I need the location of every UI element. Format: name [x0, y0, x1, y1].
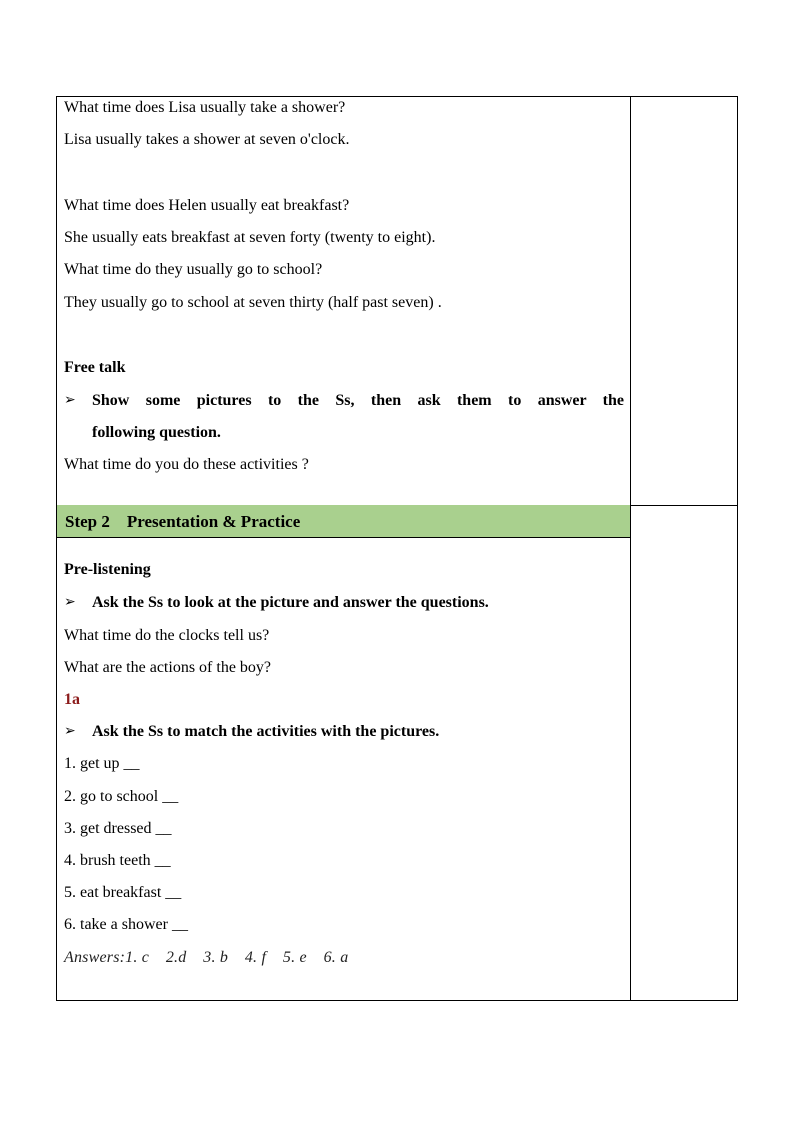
list-item: 1. get up __ — [64, 755, 140, 772]
step-header-title: Step 2 Presentation & Practice — [65, 512, 301, 531]
answers-line: Answers:1. c 2.d 3. b 4. f 5. e 6. a — [64, 949, 349, 966]
list-item: 6. take a shower __ — [64, 916, 188, 933]
free-talk-question: What time do you do these activities ? — [64, 456, 309, 473]
arrow-bullet-icon: ➢ — [64, 595, 76, 610]
dialogue-line: What time does Helen usually eat breakfast? — [64, 197, 350, 214]
dialogue-line: What time do they usually go to school? — [64, 261, 323, 278]
task-instruction: Ask the Ss to match the activities with the pictures. — [92, 723, 440, 740]
table-cell-notes-2 — [630, 505, 738, 1001]
free-talk-instruction: Show some pictures to the Ss, then ask them to answer the — [92, 392, 624, 409]
free-talk-heading: Free talk — [64, 359, 126, 376]
step-header — [57, 505, 630, 538]
dialogue-line: She usually eats breakfast at seven forty (twenty to eight). — [64, 229, 436, 246]
dialogue-line: What time does Lisa usually take a shower? — [64, 99, 346, 116]
pre-listening-instruction: Ask the Ss to look at the picture and answer the questions. — [92, 594, 489, 611]
pre-listening-heading: Pre-listening — [64, 561, 151, 578]
list-item: 2. go to school __ — [64, 788, 179, 805]
list-item: 5. eat breakfast __ — [64, 884, 182, 901]
arrow-bullet-icon: ➢ — [64, 724, 76, 739]
task-label: 1a — [64, 691, 80, 708]
list-item: 4. brush teeth __ — [64, 852, 171, 869]
arrow-bullet-icon: ➢ — [64, 393, 76, 408]
question-line: What time do the clocks tell us? — [64, 627, 270, 644]
table-cell-notes-1 — [630, 96, 738, 506]
dialogue-line: They usually go to school at seven thirty (half past seven) . — [64, 294, 442, 311]
free-talk-instruction-continued: following question. — [92, 424, 221, 441]
list-item: 3. get dressed __ — [64, 820, 172, 837]
question-line: What are the actions of the boy? — [64, 659, 272, 676]
dialogue-line: Lisa usually takes a shower at seven o'clock. — [64, 131, 350, 148]
